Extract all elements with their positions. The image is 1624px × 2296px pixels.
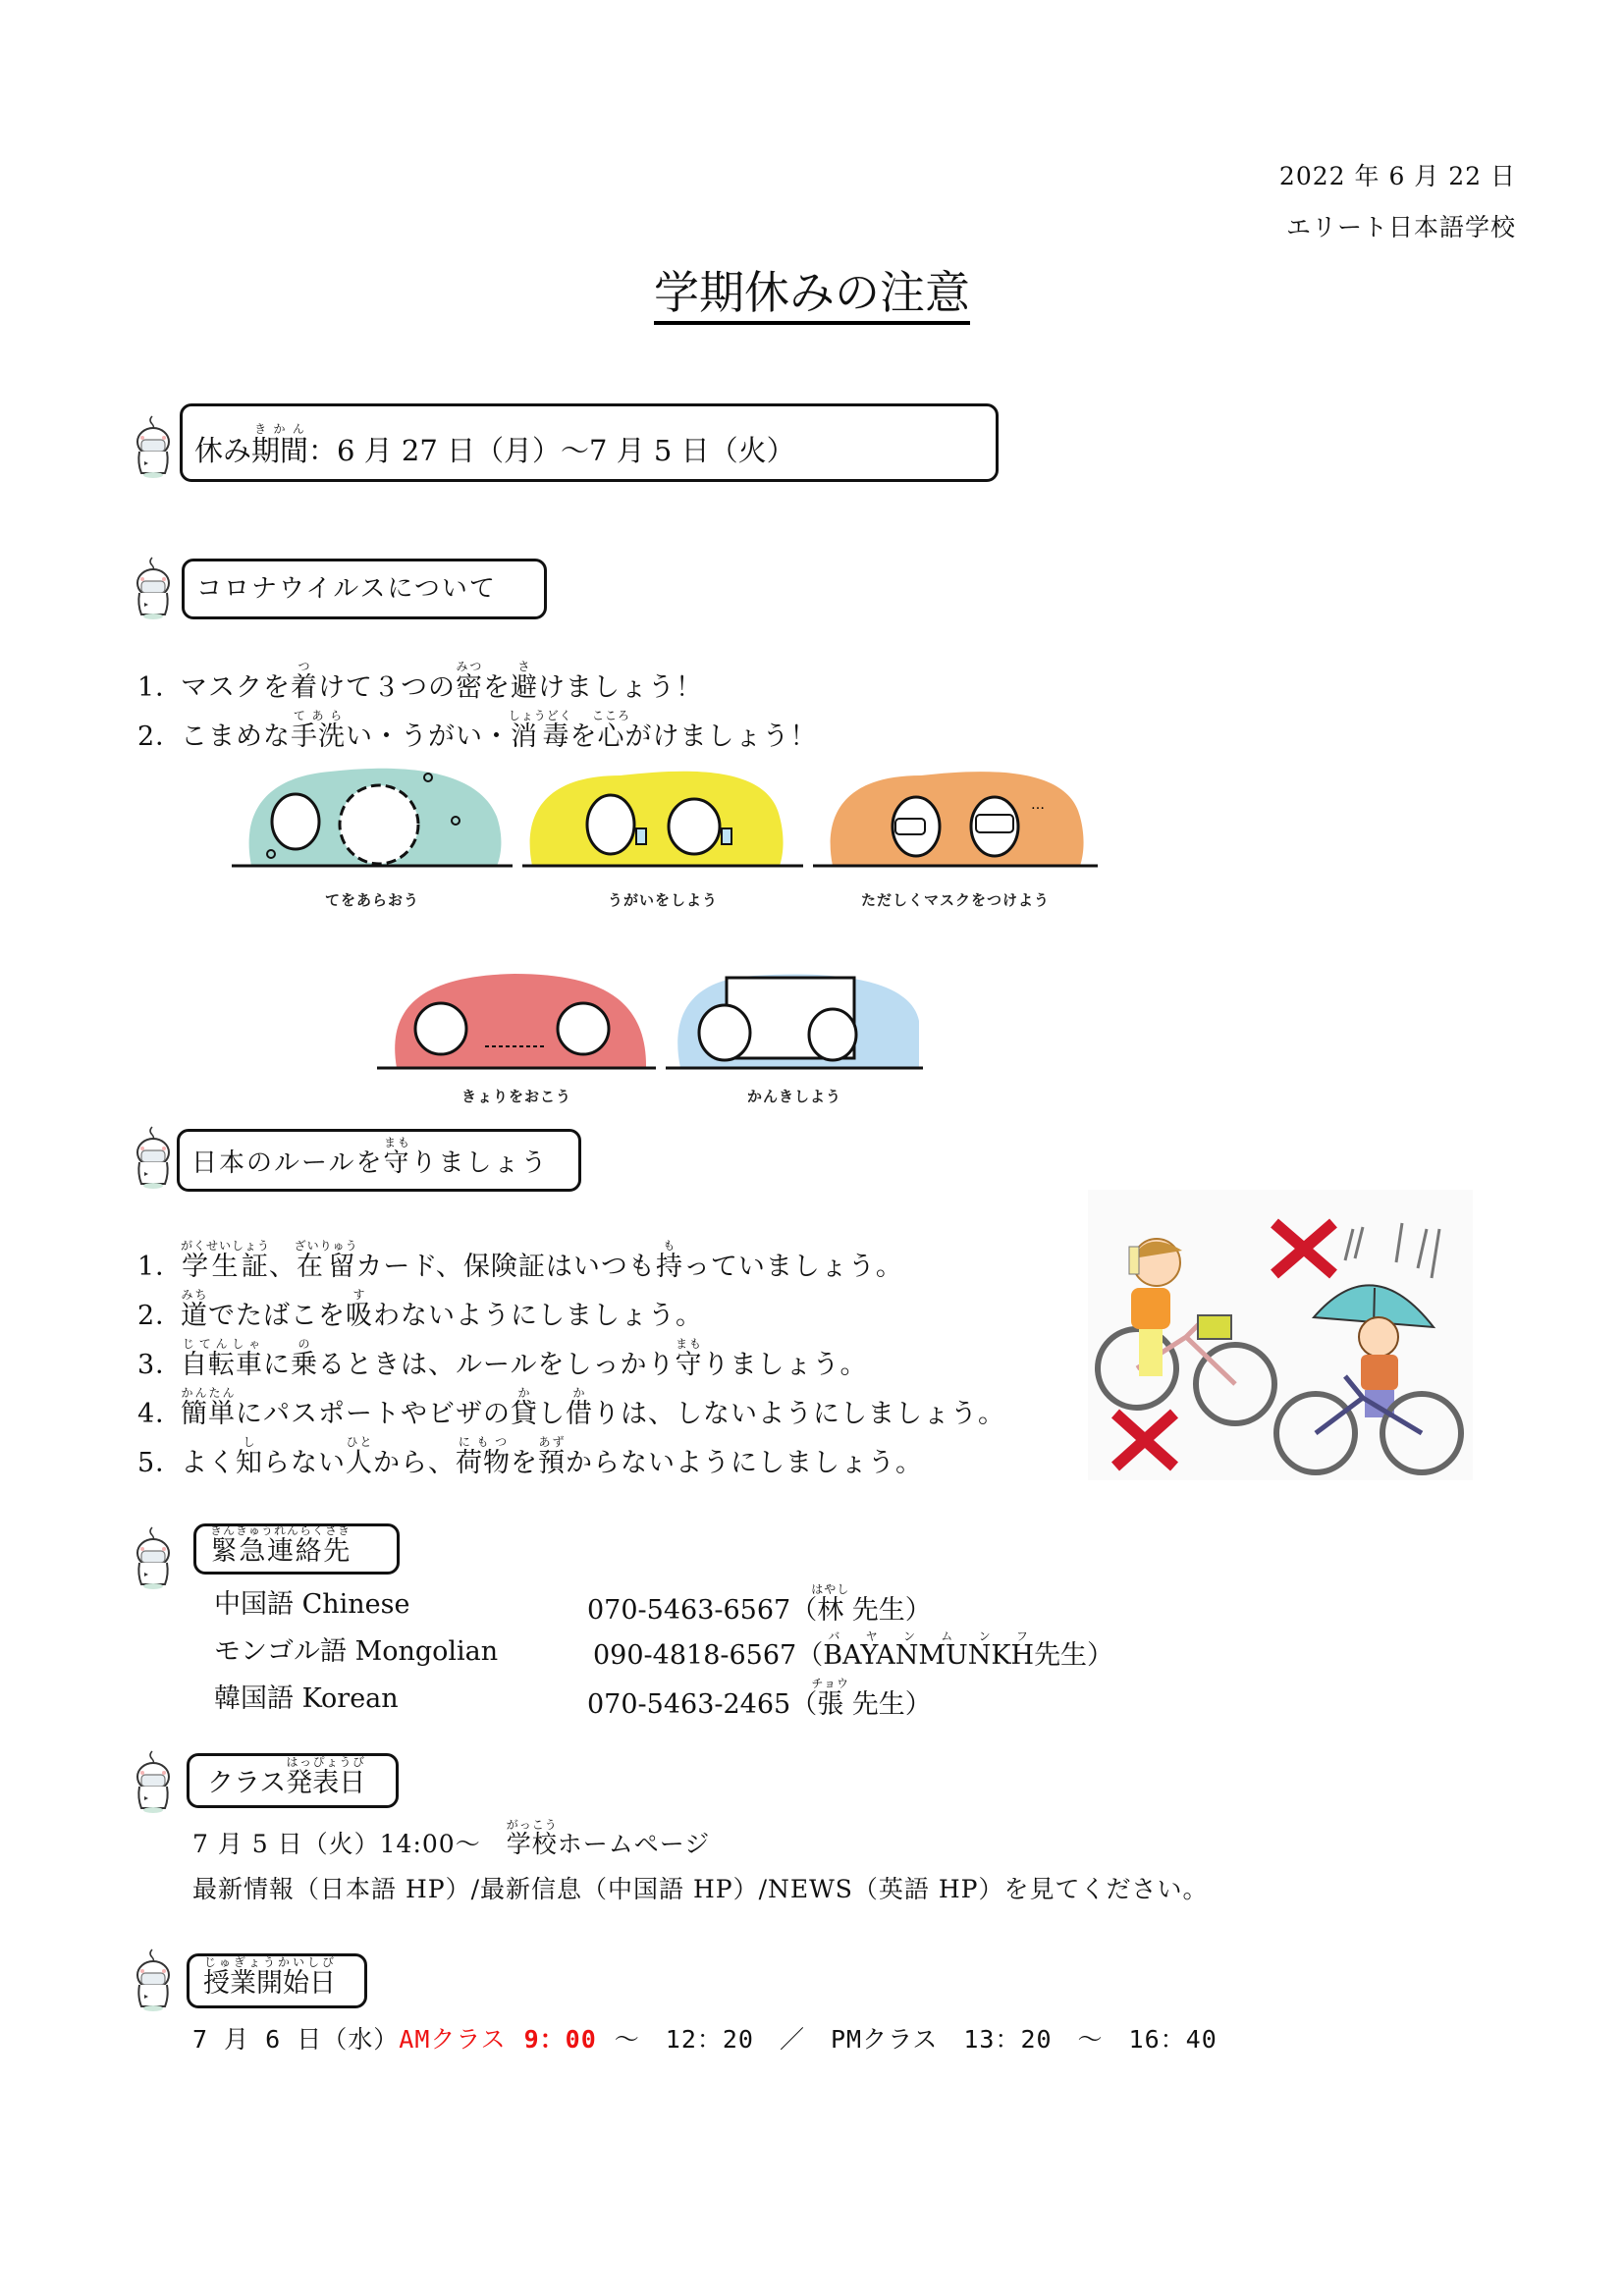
rule-item: 1．学生証がくせいしょう、在留ざいりゅうカード、保険証はいつも持もっていましょう。 — [137, 1239, 903, 1282]
mascot-icon — [133, 1525, 174, 1590]
svg-text:…: … — [1031, 797, 1045, 813]
start-heading: 授業開始日じゅぎょうかいしび — [203, 1955, 336, 1999]
holiday-label-prefix: 休み — [194, 434, 252, 467]
page-title-text: 学期休みの注意 — [654, 266, 970, 325]
contact-phone: 070-5463-2465（張チョウ 先生） — [587, 1677, 932, 1720]
illustration-gargle — [522, 758, 803, 915]
illustration-caption: かんきしよう — [746, 1088, 841, 1105]
illustration-handwash — [232, 758, 513, 915]
am-class-start: 9：00 — [523, 2025, 597, 2054]
holiday-period-value: ：6 月 27 日（月）～7 月 5 日（火） — [308, 434, 795, 467]
holiday-label-ruby: 期間きかん — [251, 422, 309, 467]
illustration-ventilate — [666, 962, 923, 1119]
corona-item: 2．こまめな手洗てあらい・うがい・消毒しょうどくを心こころがけましょう！ — [137, 709, 818, 752]
contact-phone: 070-5463-6567（林はやし 先生） — [587, 1582, 932, 1626]
mascot-icon — [133, 556, 174, 620]
holiday-period-box — [180, 403, 999, 482]
corona-item: 1．マスクを着つけて３つの密みつを避さけましょう！ — [137, 660, 703, 703]
am-class-label: AMクラス — [399, 2025, 507, 2054]
start-schedule — [192, 2020, 1235, 2056]
start-heading-box — [187, 1953, 367, 2008]
mascot-icon — [133, 414, 174, 479]
illustration-caption: きょりをおこう — [460, 1088, 571, 1105]
illustration-caption: てをあらおう — [324, 891, 419, 909]
rules-heading-box — [177, 1129, 581, 1192]
rules-heading-prefix: 日本のルールを — [191, 1148, 384, 1178]
emergency-heading: 緊急連絡先きんきゅうれんらくさき — [210, 1523, 352, 1567]
school-name: エリート日本語学校 — [1285, 213, 1516, 241]
start-date: 7 月 6 日（水） — [192, 2025, 400, 2054]
corona-heading-box — [182, 559, 547, 619]
document-date: 2022 年 6 月 22 日 — [1278, 162, 1516, 190]
rule-item: 5．よく知しらない人ひとから、荷物にもつを預あずからないようにしましょう。 — [137, 1435, 923, 1478]
corona-heading: コロナウイルスについて — [196, 574, 497, 604]
rule-item: 3．自転車じてんしゃに乗のるときは、ルールをしっかり守まもりましょう。 — [137, 1337, 868, 1380]
mascot-icon — [133, 1948, 174, 2012]
illustration-caption: うがいをしよう — [607, 891, 718, 909]
rules-heading-suffix: りましょう — [410, 1148, 549, 1178]
page-title — [0, 257, 1624, 322]
contact-language: モンゴル語 Mongolian — [214, 1636, 499, 1667]
mascot-icon — [133, 1125, 174, 1190]
rule-item: 4．簡単かんたんにパスポートやビザの貸かし借かりは、しないようにしましょう。 — [137, 1386, 1005, 1429]
illustration-mask — [813, 758, 1098, 915]
illustration-distance — [377, 962, 656, 1119]
mascot-icon — [133, 1749, 174, 1814]
emergency-heading-box — [193, 1523, 400, 1575]
announcement-line-1: 7 月 5 日（火）14:00～ 学校がっこうホームページ — [192, 1818, 711, 1858]
illustration-caption: ただしくマスクをつけよう — [860, 891, 1050, 909]
rules-heading-ruby: 守まも — [383, 1136, 411, 1178]
announcement-heading-box: クラス 発表日はっぴょうび — [187, 1753, 399, 1808]
bicycle-rules-illustration — [1088, 1190, 1473, 1480]
schedule-rest: ～ 12：20 ／ PMクラス 13：20 ～ 16：40 — [614, 2025, 1218, 2054]
announcement-line-2: 最新情報（日本語 HP）/最新信息（中国語 HP）/NEWS（英語 HP）を見てください。 — [192, 1875, 1209, 1903]
contact-language: 中国語 Chinese — [214, 1589, 410, 1620]
rule-item: 2．道みちでたばこを吸すわないようにしましょう。 — [137, 1288, 703, 1331]
contact-phone: 090-4818-6567（BAYANMUNKHバ ヤ ン ム ン フ先生） — [593, 1629, 1114, 1671]
announcement-heading-ruby: 発表日はっぴょうび — [286, 1755, 366, 1798]
contact-language: 韓国語 Korean — [214, 1683, 399, 1714]
